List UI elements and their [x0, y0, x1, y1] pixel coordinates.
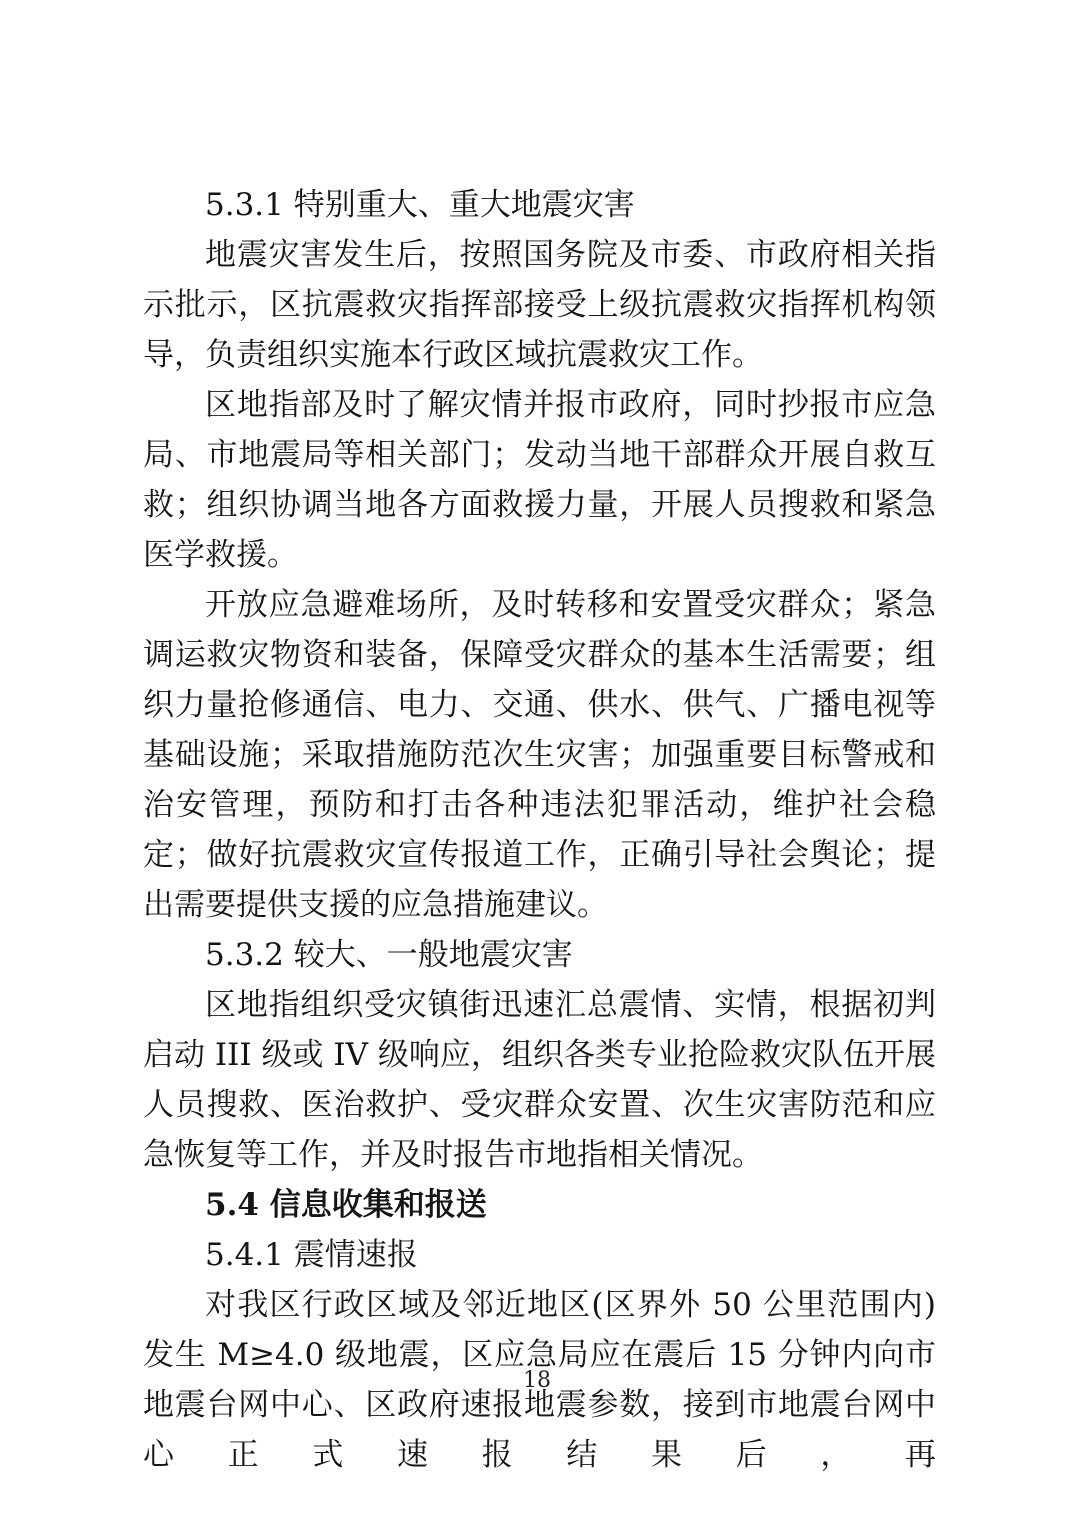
paragraph-earthquake-quick-report: 对我区行政区域及邻近地区(区界外 50 公里范围内)发生 M≥4.0 级地震，区应急局应在震后 15 分钟内向市地震台网中心、区政府速报地震参数，接到市地震台网中心正式速报结果后，再	[143, 1287, 936, 1473]
paragraph-report-and-rescue-coordination: 区地指部及时了解灾情并报市政府，同时抄报市应急局、市地震局等相关部门；发动当地干部群众开展自救互救；组织协调当地各方面救援力量，开展人员搜救和紧急医学救援。	[143, 387, 936, 573]
section-heading-5-4: 5.4 信息收集和报送	[205, 1187, 487, 1223]
page-number: 18	[523, 1368, 551, 1393]
section-heading-5-4-1: 5.4.1 震情速报	[205, 1237, 418, 1273]
paragraph-disaster-response-leadership: 地震灾害发生后，按照国务院及市委、市政府相关指示批示，区抗震救灾指挥部接受上级抗震救灾指挥机构领导，负责组织实施本行政区域抗震救灾工作。	[143, 237, 936, 373]
paragraph-level-iii-iv-response: 区地指组织受灾镇街迅速汇总震情、实情，根据初判启动 III 级或 IV 级响应，组织各类专业抢险救灾队伍开展人员搜救、医治救护、受灾群众安置、次生灾害防范和应急恢复等工作，并及时报告市地指相关情况。	[143, 987, 936, 1173]
section-heading-5-3-1: 5.3.1 特别重大、重大地震灾害	[205, 187, 635, 223]
section-heading-5-3-2: 5.3.2 较大、一般地震灾害	[205, 937, 573, 973]
paragraph-shelter-and-security-measures: 开放应急避难场所，及时转移和安置受灾群众；紧急调运救灾物资和装备，保障受灾群众的基本生活需要；组织力量抢修通信、电力、交通、供水、供气、广播电视等基础设施；采取措施防范次生灾害；加强重要目标警戒和治安管理，预防和打击各种违法犯罪活动，维护社会稳定；做好抗震救灾宣传报道工作，正确引导社会舆论；提出需要提供支援的应急措施建议。	[143, 587, 936, 923]
document-body	[143, 180, 936, 1480]
